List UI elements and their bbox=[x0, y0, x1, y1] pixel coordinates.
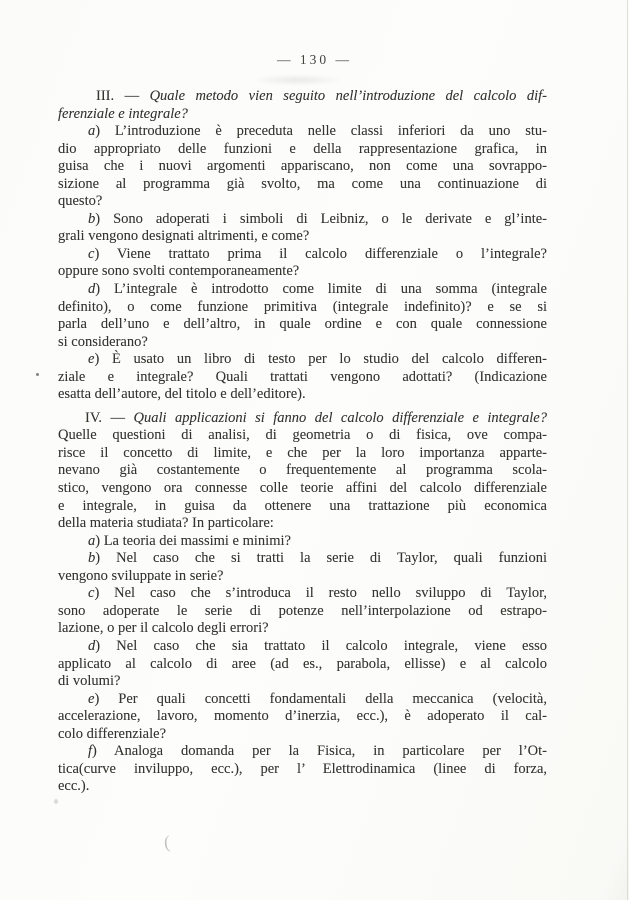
text-line bbox=[58, 761, 547, 779]
text-line bbox=[58, 211, 547, 229]
roman-text: nevano già costantemente o frequentemente al programma scola- bbox=[58, 462, 547, 479]
italic-text: c bbox=[88, 245, 95, 262]
text-line bbox=[58, 410, 547, 428]
text-line bbox=[58, 550, 547, 568]
roman-text: oppure sono svolti contemporaneamente? bbox=[58, 263, 300, 280]
roman-text: ecc.). bbox=[58, 778, 90, 795]
text-line bbox=[58, 369, 547, 387]
text-line bbox=[58, 228, 547, 246]
roman-text: guisa che i nuovi argomenti appariscano, non come una sovrappo- bbox=[58, 158, 547, 175]
text-line bbox=[58, 158, 547, 176]
text-line bbox=[58, 123, 547, 141]
roman-text: ) Nel caso che si tratti la serie di Taylor, quali funzioni bbox=[95, 550, 547, 567]
roman-text: esatta dell’autore, del titolo e dell’editore). bbox=[58, 386, 306, 403]
text-line bbox=[58, 246, 547, 264]
margin-smudge bbox=[54, 799, 58, 804]
text-line bbox=[58, 691, 547, 709]
italic-text: a bbox=[88, 532, 96, 549]
text-line bbox=[58, 673, 547, 691]
text-line bbox=[58, 106, 547, 124]
roman-text: tica(curve inviluppo, ecc.), per l’ Elettrodinamica (linee di forza, bbox=[58, 760, 547, 777]
text-line bbox=[58, 620, 547, 638]
scan-edge-line bbox=[627, 0, 628, 900]
italic-text: f bbox=[88, 743, 93, 760]
roman-text: ) La teoria dei massimi e minimi? bbox=[95, 532, 291, 549]
text-line bbox=[58, 141, 547, 159]
text-line bbox=[58, 281, 547, 299]
italic-text: e bbox=[88, 351, 95, 368]
text-line bbox=[58, 299, 547, 317]
text-line bbox=[58, 88, 547, 106]
italic-text: c bbox=[88, 585, 95, 602]
roman-text: ) È usato un libro di testo per lo studio del calcolo differen- bbox=[94, 351, 547, 368]
text-line bbox=[58, 533, 547, 551]
text-line bbox=[58, 462, 547, 480]
italic-text: Quali applicazioni si fanno del calcolo differenziale e integrale? bbox=[133, 409, 547, 426]
roman-text: dio appropriato delle funzioni e della rappresentazione grafica, in bbox=[58, 140, 547, 157]
roman-text: ) Viene trattato prima il calcolo differenziale o l’integrale? bbox=[94, 245, 547, 262]
roman-text: definito), o come funzione primitiva (integrale indefinito)? e se si bbox=[58, 298, 547, 315]
roman-text: ) Sono adoperati i simboli di Leibniz, o le derivate e gl’inte- bbox=[95, 210, 547, 227]
italic-text: ferenziale e integrale? bbox=[58, 105, 188, 122]
roman-text: si considerano? bbox=[58, 333, 148, 350]
italic-text: e bbox=[88, 690, 95, 707]
text-line bbox=[58, 778, 547, 796]
roman-text: IV. — bbox=[85, 409, 134, 426]
text-line bbox=[58, 386, 547, 404]
roman-text: ) Per quali concetti fondamentali della meccanica (velocità, bbox=[94, 690, 547, 707]
text-line bbox=[58, 656, 547, 674]
italic-text: d bbox=[88, 281, 96, 298]
roman-text: ) Nel caso che s’introduca il resto nello sviluppo di Taylor, bbox=[94, 585, 547, 602]
roman-text: ) Nel caso che sia trattato il calcolo integrale, viene esso bbox=[95, 637, 547, 654]
roman-text: risce il concetto di limite, e che per la loro importanza apparte- bbox=[58, 444, 547, 461]
page-number: — 130 — bbox=[277, 52, 352, 67]
roman-text: ) Analoga domanda per la Fisica, in particolare per l’Ot- bbox=[92, 743, 547, 760]
italic-text: b bbox=[88, 550, 96, 567]
roman-text: questo? bbox=[58, 193, 103, 210]
text-line bbox=[58, 498, 547, 516]
text-line bbox=[58, 726, 547, 744]
text-line bbox=[58, 193, 547, 211]
roman-text: della materia studiata? In particolare: bbox=[58, 515, 274, 532]
italic-text: a bbox=[88, 123, 96, 140]
italic-text: d bbox=[88, 637, 96, 654]
ink-speck bbox=[36, 373, 39, 376]
text-line bbox=[58, 427, 547, 445]
text-line bbox=[58, 743, 547, 761]
roman-text: ) L’introduzione è preceduta nelle classi inferiori da uno stu- bbox=[95, 123, 547, 140]
text-line bbox=[58, 334, 547, 352]
roman-text: ) L’integrale è introdotto come limite di una somma (integrale bbox=[95, 281, 547, 298]
roman-text: parla dell’uno e dell’altro, in quale ordine e con quale connessione bbox=[58, 316, 547, 333]
roman-text: colo differenziale? bbox=[58, 725, 167, 742]
italic-text: Quale metodo vien seguito nell’introduzione del calcolo dif- bbox=[149, 88, 547, 104]
roman-text: vengono sviluppate in serie? bbox=[58, 567, 224, 584]
roman-text: III. — bbox=[96, 88, 150, 104]
roman-text: applicato al calcolo di aree (ad es., parabola, ellisse) e al calcolo bbox=[58, 655, 547, 672]
text-line bbox=[58, 515, 547, 533]
text-line bbox=[58, 316, 547, 334]
roman-text: ziale e integrale? Quali trattati vengono adottati? (Indicazione bbox=[58, 368, 547, 385]
roman-text: sono adoperate le serie di potenze nell’interpolazione od estrapo- bbox=[58, 602, 547, 619]
text-line bbox=[58, 603, 547, 621]
text-line bbox=[58, 176, 547, 194]
roman-text: lazione, o per il calcolo degli errori? bbox=[58, 620, 269, 637]
pencil-mark: ( bbox=[163, 831, 171, 853]
text-line bbox=[58, 568, 547, 586]
roman-text: sizione al programma già svolto, ma come una continuazione di bbox=[58, 175, 547, 192]
roman-text: Quelle questioni di analisi, di geometria o di fisica, ove compa- bbox=[58, 427, 547, 444]
text-line bbox=[58, 638, 547, 656]
scan-smudge bbox=[250, 74, 345, 86]
text-line bbox=[58, 708, 547, 726]
text-line bbox=[58, 263, 547, 281]
roman-text: e integrale, in guisa da ottenere una trattazione più economica bbox=[58, 497, 547, 514]
roman-text: grali vengono designati altrimenti, e come? bbox=[58, 228, 310, 245]
text-line bbox=[58, 480, 547, 498]
text-block bbox=[58, 88, 547, 796]
italic-text: b bbox=[88, 210, 96, 227]
roman-text: accelerazione, lavoro, momento d’inerzia, ecc.), è adoperato il cal- bbox=[58, 708, 547, 725]
text-line bbox=[58, 351, 547, 369]
roman-text: stico, vengono ora connesse colle teorie affini del calcolo differenziale bbox=[58, 480, 547, 497]
text-line bbox=[58, 445, 547, 463]
text-line bbox=[58, 585, 547, 603]
roman-text: di volumi? bbox=[58, 673, 121, 690]
